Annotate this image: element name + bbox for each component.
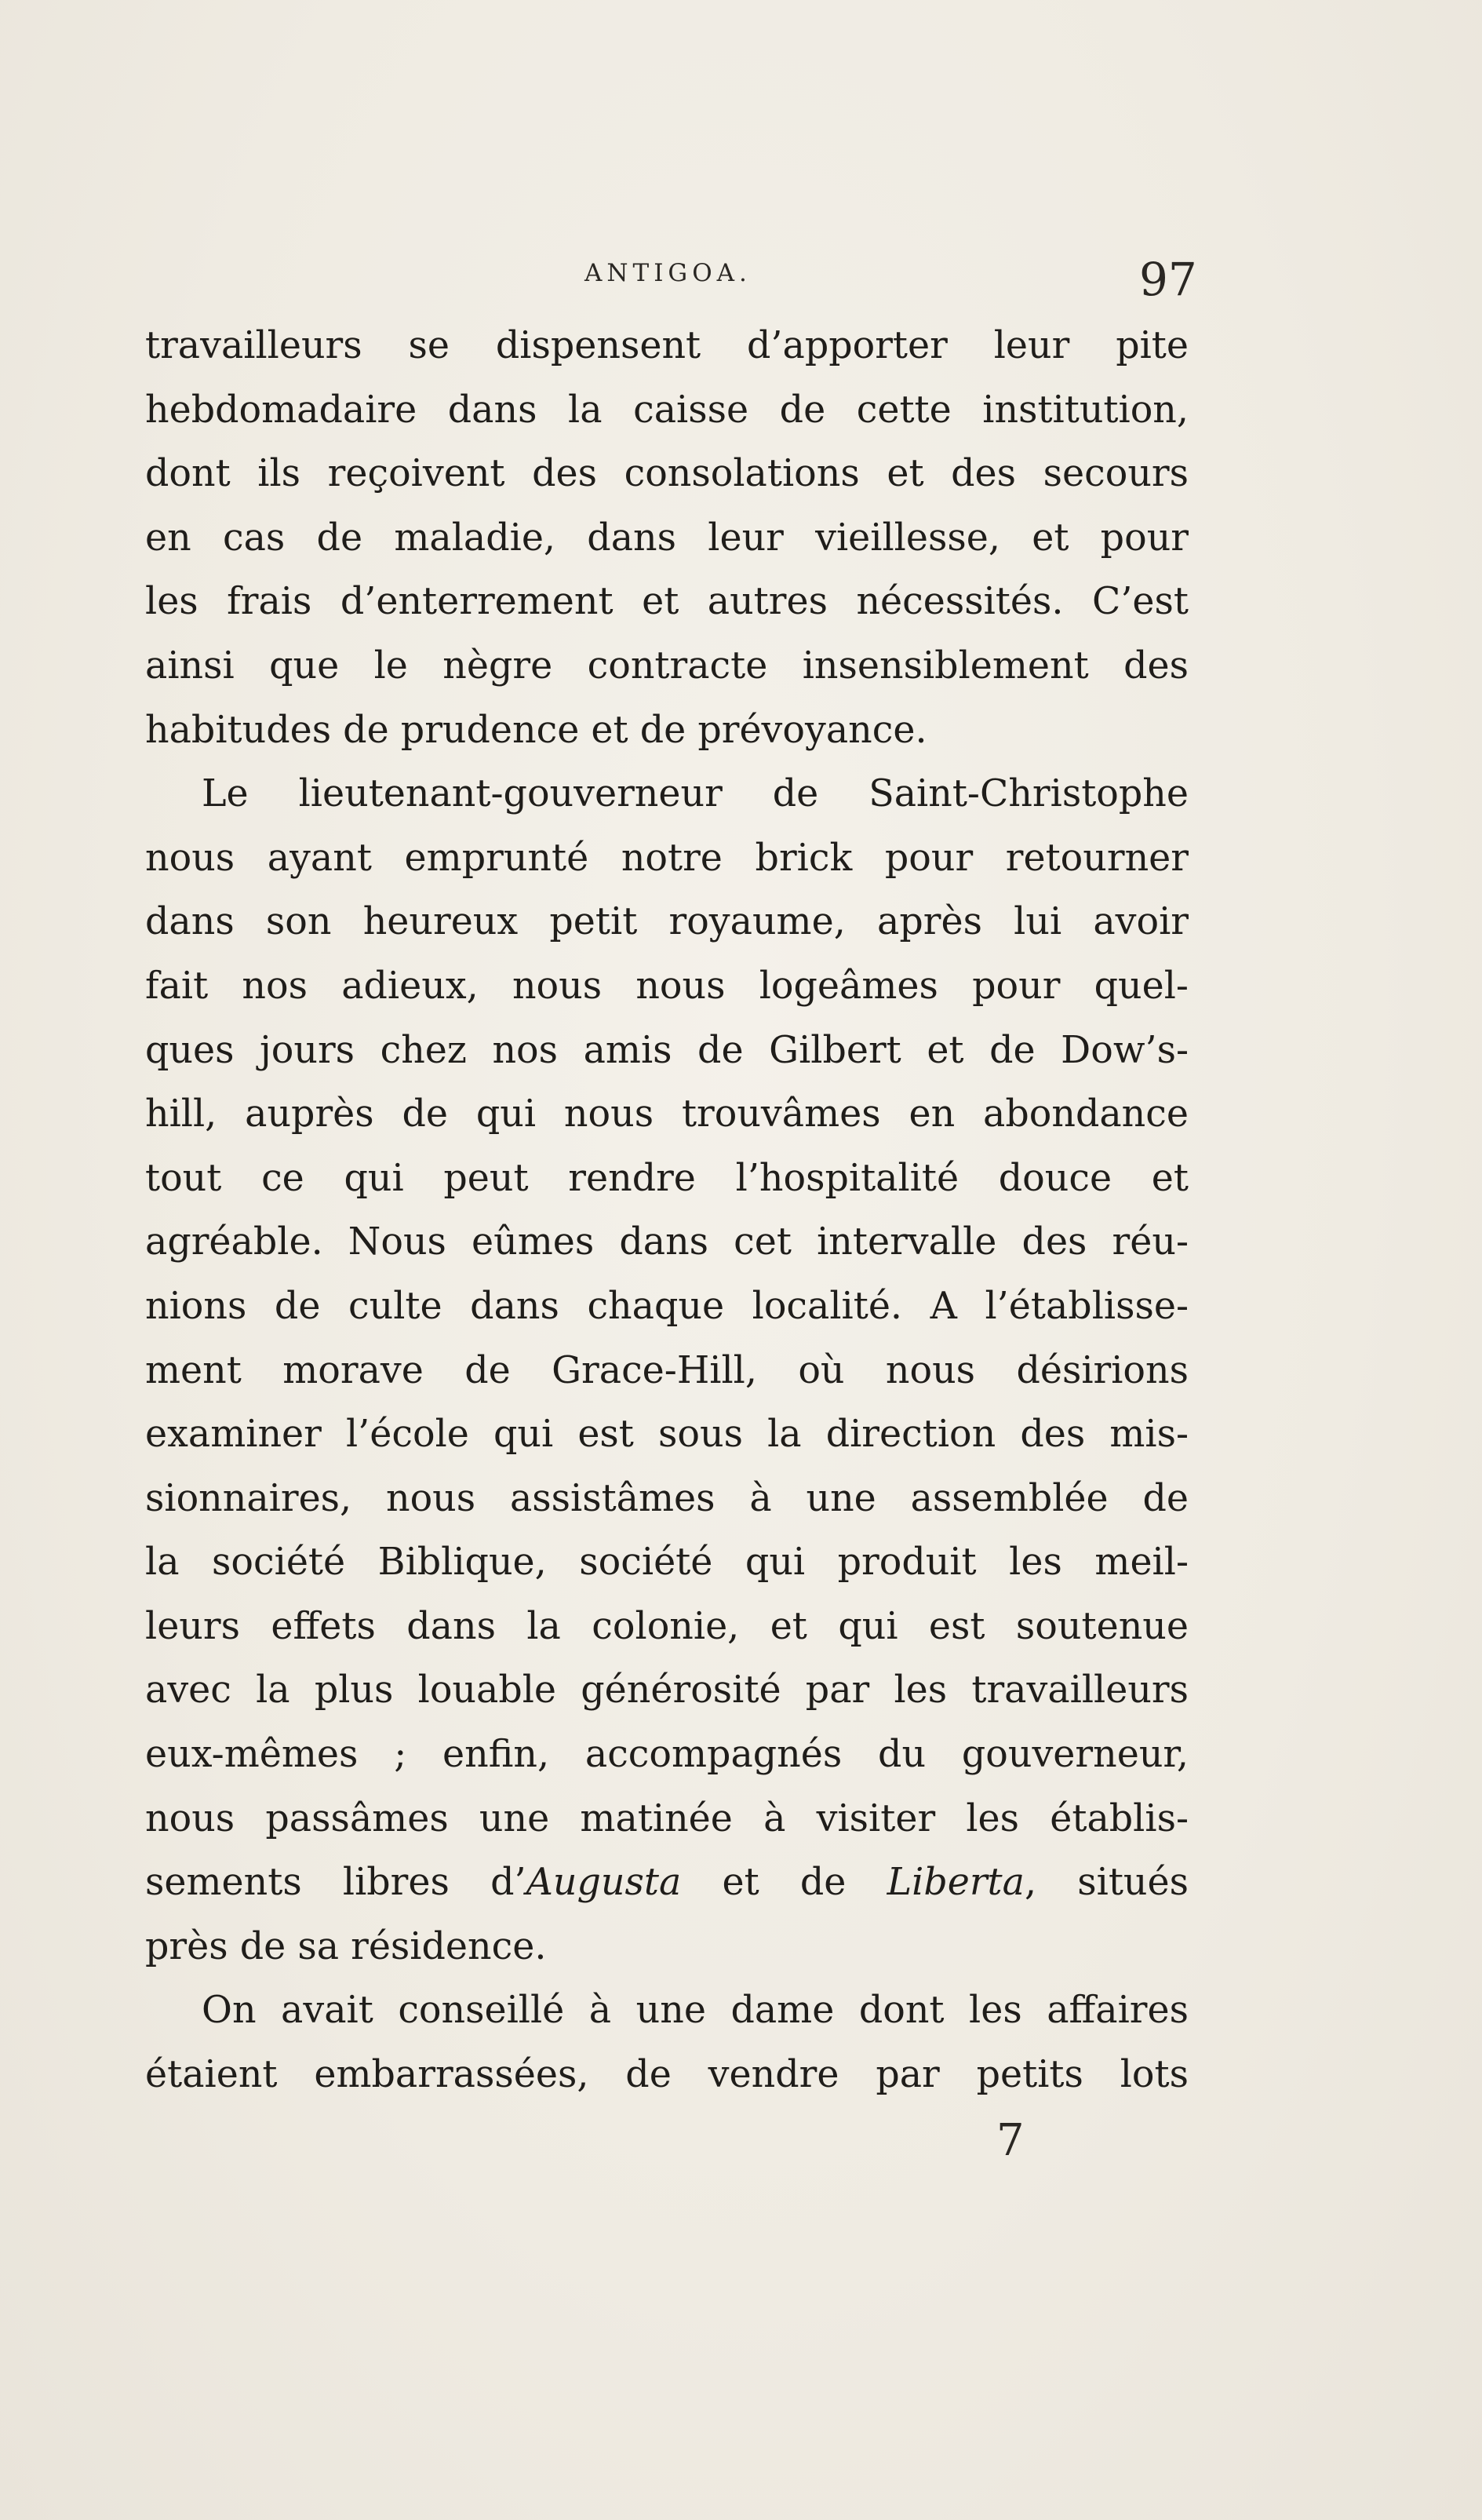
text-line-with-italics <box>145 1851 1189 1915</box>
text-line: en cas de maladie, dans leur vieillesse, et pour <box>145 516 1189 560</box>
text-line: hebdomadaire dans la caisse de cette institution, <box>145 388 1189 432</box>
text-line: examiner l’école qui est sous la direction des mis- <box>145 1413 1189 1457</box>
text-line: leurs effets dans la colonie, et qui est soutenue <box>145 1604 1189 1648</box>
paragraph-end-line: près de sa résidence. <box>145 1924 547 1968</box>
text-run: , situés <box>1024 1861 1189 1905</box>
text-line: les frais d’enterrement et autres nécessités. C’est <box>145 580 1189 624</box>
page-number: 97 <box>1139 253 1197 306</box>
text-line: travailleurs se dispensent d’apporter leur pite <box>145 324 1189 367</box>
paragraph-end-line: habitudes de prudence et de prévoyance. <box>145 708 927 752</box>
paragraph-start-line: On avait conseillé à une dame dont les affaires <box>202 1989 1189 2033</box>
text-run: et de <box>681 1861 887 1905</box>
text-line: ques jours chez nos amis de Gilbert et de Dow’s- <box>145 1028 1189 1072</box>
text-line: dans son heureux petit royaume, après lui avoir <box>145 900 1189 944</box>
running-head <box>0 253 1482 306</box>
text-run: sements libres d’ <box>145 1861 526 1905</box>
text-line: avec la plus louable générosité par les travailleurs <box>145 1668 1189 1712</box>
running-title: ANTIGOA. <box>584 259 752 287</box>
text-line: ainsi que le nègre contracte insensiblement des <box>145 644 1189 687</box>
italic-place-name-augusta: Augusta <box>526 1861 682 1905</box>
text-line: agréable. Nous eûmes dans cet intervalle des réu- <box>145 1220 1189 1264</box>
text-line: nions de culte dans chaque localité. A l’établisse- <box>145 1284 1189 1328</box>
text-line: tout ce qui peut rendre l’hospitalité douce et <box>145 1156 1189 1200</box>
text-line: la société Biblique, société qui produit les meil- <box>145 1541 1189 1585</box>
text-line: hill, auprès de qui nous trouvâmes en abondance <box>145 1092 1189 1136</box>
text-line: dont ils reçoivent des consolations et des secours <box>145 452 1189 496</box>
text-line: ment morave de Grace-Hill, où nous désirions <box>145 1348 1189 1392</box>
text-line: étaient embarrassées, de vendre par petits lots <box>145 2053 1189 2097</box>
body-text <box>145 314 1189 2107</box>
text-line: nous ayant emprunté notre brick pour retourner <box>145 836 1189 880</box>
paragraph-start-line: Le lieutenant-gouverneur de Saint-Christophe <box>202 772 1189 816</box>
text-line: eux-mêmes ; enfin, accompagnés du gouverneur, <box>145 1733 1189 1777</box>
text-line: fait nos adieux, nous nous logeâmes pour quel- <box>145 964 1189 1008</box>
italic-place-name-liberta: Liberta <box>887 1861 1025 1905</box>
signature-mark: 7 <box>996 2115 1025 2166</box>
text-line: nous passâmes une matinée à visiter les établis- <box>145 1796 1189 1840</box>
text-line: sionnaires, nous assistâmes à une assemblée de <box>145 1476 1189 1520</box>
